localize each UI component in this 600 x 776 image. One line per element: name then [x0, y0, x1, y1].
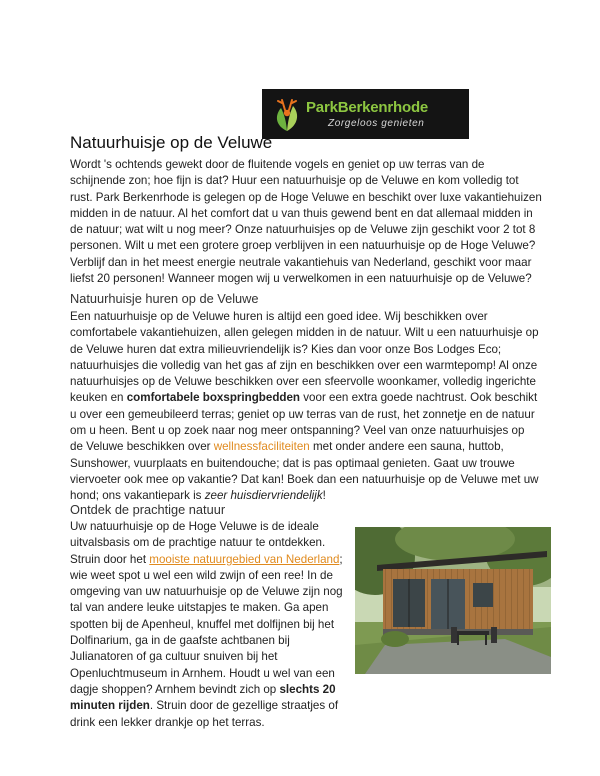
natuurgebied-link[interactable]: mooiste natuurgebied van Nederland: [149, 552, 340, 566]
text-run: met onder andere een sauna, huttob, Sunshower, vuurplaats en buitendouche; dat is pas optimaal genieten. Gaat uw trouwe viervoeter ook mee op vakantie? Dat kan! Boek dan een natuurhuisje op de Veluwe met uw hond; ons vakantiepark is: [70, 440, 539, 503]
wellness-link[interactable]: wellnessfaciliteiten: [213, 440, 310, 454]
bold-text: comfortabele boxspringbedden: [126, 391, 301, 405]
logo-brand-text: ParkBerkenrhode: [306, 99, 429, 116]
bold-text: slechts 20 minuten rijden: [70, 682, 336, 713]
logo-tagline: Zorgeloos genieten: [328, 118, 425, 129]
section-paragraph-natuur: [70, 519, 348, 731]
text-run: Een natuurhuisje op de Veluwe huren is altijd een goed idee. Wij beschikken over comfortabele vakantiehuizen, allen gelegen midden in de natuur. Wilt u een natuurhuisje op de Veluwe huren dat extra milieuvriendelijk is? Kies dan voor onze Bos Lodges Eco; natuurhuisjes die volledig van het gas af zijn en beschikken over een warmtepomp! Al onze natuurhuisjes op de Veluwe beschikken over een sfeervolle woonkamer, volledig ingerichte keuken en: [70, 310, 539, 405]
park-berkenrhode-logo[interactable]: [262, 89, 469, 139]
lodge-photo: [355, 527, 551, 674]
text-run: voor een extra goede nachtrust. Ook beschikt u over een gemeubileerd terras; geniet op uw terras van de rust, het zonnetje en de natuur om u heen. Bent u op zoek naar nog meer ontspanning? Veel van onze natuurhuisjes op de Veluwe beschikken over: [70, 391, 538, 454]
section-heading-huren: Natuurhuisje huren op de Veluwe: [70, 291, 259, 306]
text-run: . Struin door de gezellige straatjes of drink een lekker drankje op het terras.: [70, 699, 339, 729]
text-run: Uw natuurhuisje op de Hoge Veluwe is de ideale uitvalsbasis om de prachtige natuur te ontdekken. Struin door het: [70, 520, 326, 566]
lodge-image: [355, 527, 551, 674]
section-paragraph-huren: [70, 309, 540, 505]
intro-paragraph: Wordt 's ochtends gewekt door de fluitende vogels en geniet op uw terras van de schijnende zon; hoe fijn is dat? Huur een natuurhuisje op de Veluwe en kom volledig tot rust. Park Berkenrhode is gelegen op de Hoge Veluwe en beschikt over luxe vakantiehuizen midden in de natuur. Al het comfort dat u van thuis gewend bent en dat allemaal midden in de natuur; wat wilt u nog meer? Onze natuurhuisjes op de Veluwe zijn geschikt voor 2 tot 8 personen. Wilt u met een grotere groep verblijven in een natuurhuisje op de Hoge Veluwe? Verblijf dan in het meest energie neutrale vakantiehuis van Nederland, geschikt voor maar liefst 20 personen! Wanneer mogen wij u verwelkomen in een natuurhuisje op de Veluwe?: [70, 158, 542, 286]
page-title: Natuurhuisje op de Veluwe: [70, 133, 273, 152]
text-run: !: [322, 489, 326, 503]
deer-leaf-icon: [272, 98, 302, 132]
text-run: ; wie weet spot u wel een wild zwijn of een ree! In de omgeving van uw natuurhuisje op de Veluwe zijn nog tal van andere leuke uitstapjes te maken. Ga apen spotten bij de Apenheul, knuffel met dolfijnen bij het Dolfinarium, ga in de gaafste achtbanen bij Julianatoren of ga cultuur snuiven bij het Openluchtmuseum in Arnhem. Houdt u wel van een dagje shoppen? Arnhem bevindt zich op: [70, 552, 343, 696]
section-heading-natuur: Ontdek de prachtige natuur: [70, 502, 226, 517]
italic-text: zeer huisdiervriendelijk: [204, 489, 323, 503]
